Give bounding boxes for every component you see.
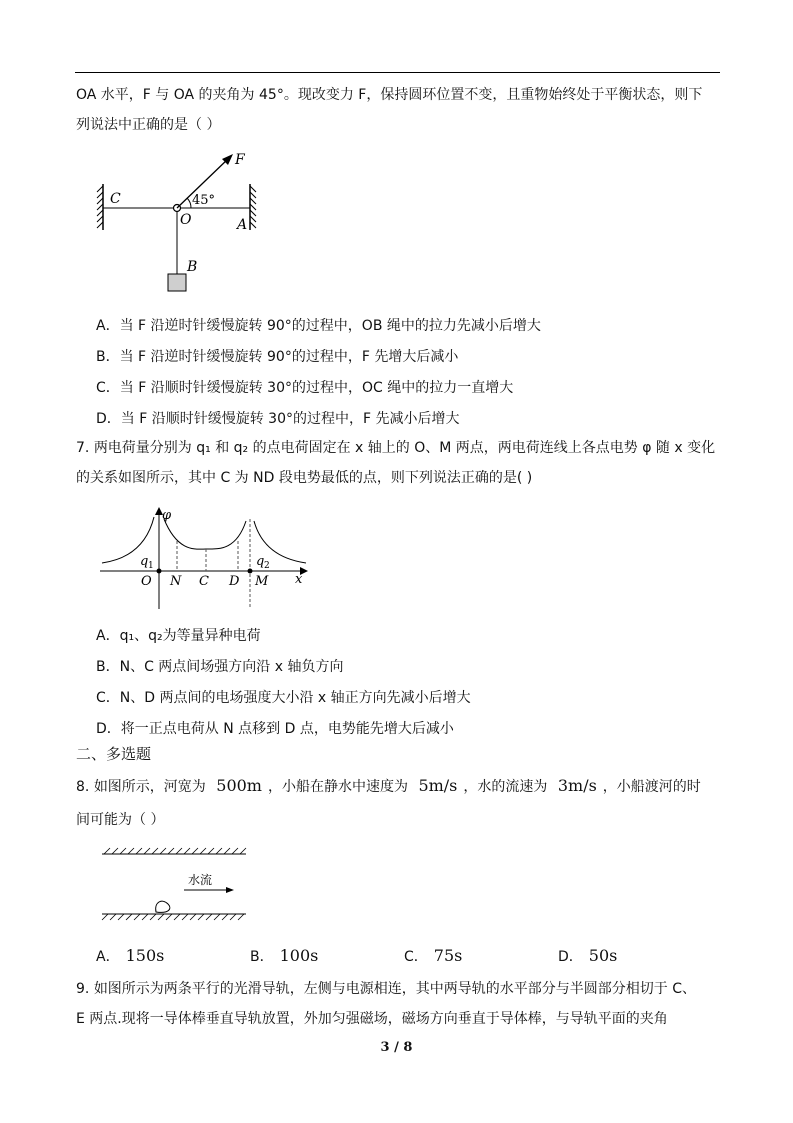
label-angle: 45° xyxy=(192,193,216,208)
q8-stem-line2: 间可能为（ ） xyxy=(76,812,165,828)
q8-stem-line1: 8. 如图所示，河宽为 500m ，小船在静水中速度为 5m/s ，水的流速为 3m/s ，小船渡河的时 xyxy=(76,776,701,795)
label-b: B xyxy=(187,259,198,275)
label-phi: φ xyxy=(162,508,172,523)
right-wall-hatch xyxy=(250,186,256,228)
q6-option-b: B．当 F 沿逆时针缓慢旋转 90°的过程中，F 先增大后减小 xyxy=(96,349,459,365)
charge-q1 xyxy=(157,569,162,574)
label-m: M xyxy=(255,574,269,589)
q6-option-d: D．当 F 沿顺时针缓慢旋转 30°的过程中，F 先减小后增大 xyxy=(96,411,460,427)
q9-stem-line2: E 两点.现将一导体棒垂直导轨放置，外加匀强磁场，磁场方向垂直于导体棒，与导轨平面的夹角 xyxy=(76,1011,668,1027)
water-speed: 3m/s xyxy=(557,776,597,795)
left-wall-hatch xyxy=(97,186,103,228)
q7-stem-line1: 7. 两电荷量分别为 q₁ 和 q₂ 的点电荷固定在 x 轴上的 O、M 两点，两电荷连线上各点电势 φ 随 x 变化 xyxy=(76,440,716,456)
label-q1-sub: 1 xyxy=(148,561,154,571)
label-n: N xyxy=(170,574,182,589)
q6-stem-line1: OA 水平，F 与 OA 的夹角为 45°。现改变力 F，保持圆环位置不变，且重物始终处于平衡状态，则下 xyxy=(76,87,703,103)
q7-option-a: A．q₁、q₂为等量异种电荷 xyxy=(96,628,261,644)
river-width: 500m xyxy=(216,776,262,795)
q7-figure xyxy=(96,505,311,611)
curve-o-to-m xyxy=(164,519,246,549)
label-c: C xyxy=(110,191,121,207)
q7-option-c: C．N、D 两点间的电场强度大小沿 x 轴正方向先减小后增大 xyxy=(96,690,471,706)
label-c: C xyxy=(199,574,209,589)
boat-speed: 5m/s xyxy=(418,776,458,795)
label-q2-sub: 2 xyxy=(264,561,270,571)
label-a: A xyxy=(237,217,248,233)
near-bank-hatch xyxy=(102,914,244,920)
label-o: O xyxy=(141,574,152,589)
label-f: F xyxy=(235,152,245,168)
charge-q2 xyxy=(248,569,253,574)
water-flow-label: 水流 xyxy=(188,873,213,887)
q8-option-c: C． 75s xyxy=(404,946,463,965)
section-heading-multi-choice: 二、多选题 xyxy=(76,745,152,763)
q6-figure xyxy=(96,150,266,298)
q6-option-c: C．当 F 沿顺时针缓慢旋转 30°的过程中，OC 绳中的拉力一直增大 xyxy=(96,380,514,396)
weight-block xyxy=(168,274,186,291)
boat-icon xyxy=(156,901,170,912)
q6-stem-line2: 列说法中正确的是（ ） xyxy=(76,117,221,133)
q9-stem-line1: 9. 如图所示为两条平行的光滑导轨，左侧与电源相连，其中两导轨的水平部分与半圆部分相切于 C、 xyxy=(76,981,697,997)
label-x: x xyxy=(295,572,303,587)
label-d: D xyxy=(229,574,240,589)
q8-option-b: B． 100s xyxy=(250,946,319,965)
label-q1: q xyxy=(140,554,149,569)
q8-option-d: D． 50s xyxy=(558,946,618,965)
q7-option-d: D．将一正点电荷从 N 点移到 D 点，电势能先增大后减小 xyxy=(96,721,454,737)
page-number: 3 / 8 xyxy=(380,1040,413,1055)
header-rule xyxy=(75,72,720,73)
q7-stem-line2: 的关系如图所示，其中 C 为 ND 段电势最低的点，则下列说法正确的是( ) xyxy=(76,470,533,486)
angle-arc xyxy=(187,198,191,208)
far-bank-hatch xyxy=(104,848,246,854)
q7-option-b: B．N、C 两点间场强方向沿 x 轴负方向 xyxy=(96,659,344,675)
q8-option-a: A． 150s xyxy=(96,946,165,965)
label-o: O xyxy=(180,212,192,228)
q6-option-a: A．当 F 沿逆时针缓慢旋转 90°的过程中，OB 绳中的拉力先减小后增大 xyxy=(96,318,541,334)
q8-figure xyxy=(100,844,250,924)
label-q2: q xyxy=(256,554,265,569)
water-flow-arrowhead xyxy=(226,887,234,893)
